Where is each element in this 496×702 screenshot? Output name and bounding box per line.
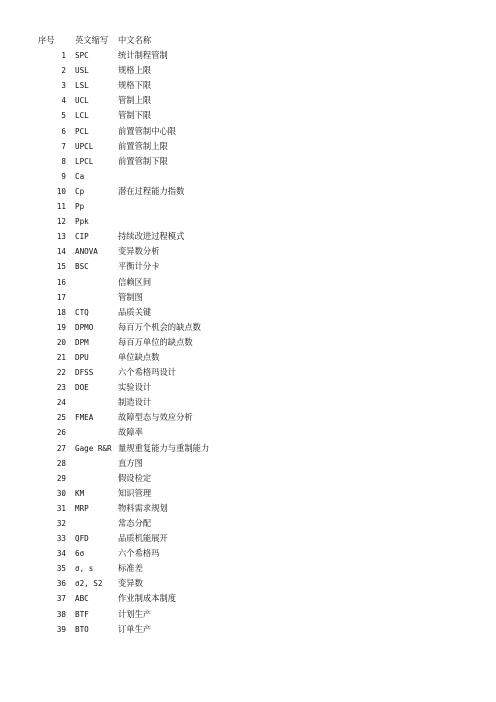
- row-abbr: UCL: [75, 96, 89, 106]
- row-num: 18: [56, 307, 66, 317]
- header-name: 中文名称: [118, 35, 152, 45]
- row-abbr: Pp: [75, 202, 85, 212]
- row-abbr: PCL: [75, 126, 89, 136]
- row-name: 六个希格玛: [118, 548, 160, 559]
- header-num: 序号: [38, 35, 55, 45]
- row-name: 标准差: [118, 563, 143, 574]
- row-name: 假设检定: [118, 472, 152, 483]
- row-num: 17: [56, 292, 66, 302]
- row-num: 5: [61, 111, 66, 121]
- header-abbr: 英文缩写: [75, 35, 109, 45]
- row-num: 9: [61, 171, 66, 181]
- row-abbr: FMEA: [75, 413, 94, 423]
- row-num: 7: [61, 141, 66, 151]
- row-name: 前置管制中心限: [118, 125, 177, 136]
- row-abbr: Cp: [75, 186, 85, 196]
- row-num: 2: [61, 66, 66, 76]
- row-name: 潜在过程能力指数: [118, 185, 185, 196]
- row-name: 规格上限: [118, 65, 152, 76]
- row-name: 每百万个机会的缺点数: [118, 321, 201, 332]
- row-num: 25: [56, 413, 66, 423]
- row-abbr: DOE: [75, 383, 89, 393]
- row-num: 29: [56, 473, 66, 483]
- row-num: 36: [56, 579, 66, 589]
- row-name: 管制图: [118, 291, 143, 302]
- row-num: 33: [56, 534, 66, 544]
- row-name: 单位缺点数: [118, 351, 160, 362]
- row-abbr: MRP: [75, 503, 89, 513]
- row-name: 规格下限: [118, 80, 152, 91]
- row-num: 21: [56, 352, 66, 362]
- row-name: 订单生产: [118, 623, 152, 634]
- row-num: 12: [56, 217, 66, 227]
- row-name: 六个希格玛设计: [118, 367, 177, 378]
- row-num: 24: [56, 398, 66, 408]
- row-num: 19: [56, 322, 66, 332]
- row-name: 物料需求规划: [118, 502, 168, 513]
- row-abbr: σ2, S2: [75, 579, 103, 589]
- row-abbr: DPMO: [75, 322, 94, 332]
- row-num: 6: [61, 126, 66, 136]
- row-name: 直方图: [118, 457, 143, 468]
- row-num: 14: [56, 247, 66, 257]
- row-abbr: DPU: [75, 352, 89, 362]
- row-abbr: BTO: [75, 624, 89, 634]
- row-name: 每百万单位的缺点数: [118, 336, 193, 347]
- row-abbr: DFSS: [75, 368, 94, 378]
- row-name: 量规重复能力与重制能力: [118, 442, 210, 453]
- row-name: 统计制程管制: [118, 50, 168, 61]
- row-num: 20: [56, 337, 66, 347]
- row-name: 制造设计: [118, 397, 152, 408]
- row-num: 22: [56, 368, 66, 378]
- row-abbr: Ca: [75, 171, 85, 181]
- row-name: 故障型态与效应分析: [118, 412, 193, 423]
- row-name: 变异数分析: [118, 246, 160, 257]
- row-num: 27: [56, 443, 66, 453]
- row-abbr: BSC: [75, 262, 89, 272]
- row-num: 4: [61, 96, 66, 106]
- row-num: 26: [56, 428, 66, 438]
- row-num: 28: [56, 458, 66, 468]
- row-num: 8: [61, 156, 66, 166]
- row-abbr: σ, s: [75, 564, 94, 574]
- row-abbr: Ppk: [75, 217, 89, 227]
- row-num: 30: [56, 488, 66, 498]
- row-num: 39: [56, 624, 66, 634]
- row-name: 管制上限: [118, 95, 152, 106]
- row-abbr: ANOVA: [75, 247, 98, 257]
- row-abbr: CIP: [75, 232, 89, 242]
- row-name: 品质关键: [118, 306, 152, 317]
- row-abbr: BTF: [75, 609, 89, 619]
- row-name: 实验设计: [118, 382, 152, 393]
- row-num: 3: [61, 81, 66, 91]
- row-num: 35: [56, 564, 66, 574]
- row-abbr: LSL: [75, 81, 89, 91]
- row-abbr: 6σ: [75, 549, 85, 559]
- row-num: 34: [56, 549, 66, 559]
- row-num: 16: [56, 277, 66, 287]
- row-num: 38: [56, 609, 66, 619]
- row-abbr: Gage R&R: [75, 443, 112, 453]
- row-abbr: QFD: [75, 534, 89, 544]
- row-num: 1: [61, 51, 66, 61]
- row-abbr: UPCL: [75, 141, 94, 151]
- row-abbr: LPCL: [75, 156, 94, 166]
- row-abbr: CTQ: [75, 307, 89, 317]
- row-num: 23: [56, 383, 66, 393]
- row-abbr: DPM: [75, 337, 89, 347]
- row-num: 10: [56, 186, 66, 196]
- row-abbr: KM: [75, 488, 85, 498]
- row-abbr: SPC: [75, 51, 89, 61]
- row-num: 37: [56, 594, 66, 604]
- row-name: 作业制成本制度: [118, 593, 177, 604]
- row-name: 品质机能展开: [118, 533, 168, 544]
- row-abbr: USL: [75, 66, 89, 76]
- row-name: 信赖区间: [118, 276, 152, 287]
- row-name: 知识管理: [118, 487, 152, 498]
- row-name: 变异数: [118, 578, 143, 589]
- row-name: 持续改进过程模式: [118, 231, 185, 242]
- row-name: 故障率: [118, 427, 143, 438]
- row-name: 平衡计分卡: [118, 261, 160, 272]
- row-num: 13: [56, 232, 66, 242]
- row-abbr: ABC: [75, 594, 89, 604]
- row-abbr: LCL: [75, 111, 89, 121]
- row-name: 计划生产: [118, 608, 152, 619]
- row-name: 前置管制上限: [118, 140, 168, 151]
- row-num: 11: [56, 202, 66, 212]
- row-num: 15: [56, 262, 66, 272]
- row-num: 32: [56, 519, 66, 528]
- row-name: 前置管制下限: [118, 155, 168, 166]
- row-name: 常态分配: [118, 518, 152, 528]
- row-num: 31: [56, 503, 66, 513]
- row-name: 管制下限: [118, 110, 152, 121]
